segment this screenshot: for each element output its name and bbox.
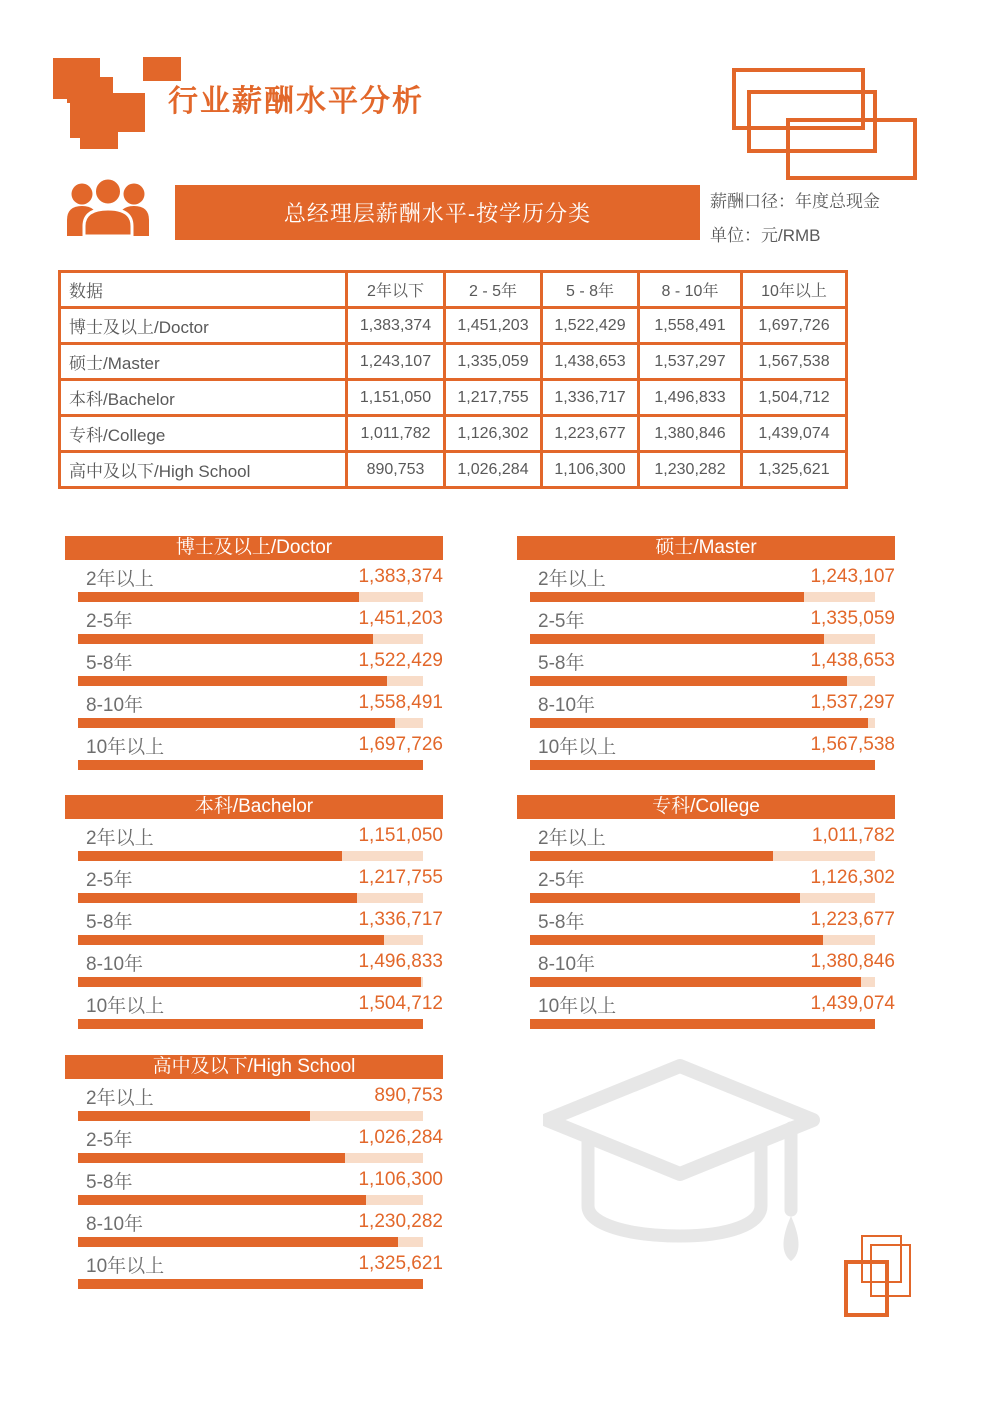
chart-bar-track [78, 1279, 423, 1289]
page-title: 行业薪酬水平分析 [168, 85, 424, 118]
logo-square [80, 132, 118, 149]
chart-value-label: 1,106,300 [358, 1169, 443, 1190]
chart-row [517, 733, 895, 770]
chart-value-label: 890,753 [374, 1085, 443, 1106]
chart-college [517, 795, 895, 1029]
chart-bar-fill [78, 592, 359, 602]
table-cell-value: 890,753 [347, 452, 445, 488]
chart-bar-track [530, 760, 875, 770]
chart-bar-fill [530, 718, 868, 728]
chart-row-head [517, 607, 895, 631]
table-header-cell: 5 - 8年 [542, 272, 639, 308]
chart-row-head [517, 950, 895, 974]
chart-value-label: 1,451,203 [358, 608, 443, 629]
chart-row [517, 950, 895, 987]
table-row-label: 硕士/Master [60, 344, 347, 380]
table-header-cell: 10年以上 [742, 272, 847, 308]
table-row-label: 本科/Bachelor [60, 380, 347, 416]
chart-bar-fill [78, 893, 357, 903]
chart-bar-track [78, 1153, 423, 1163]
chart-row [517, 691, 895, 728]
chart-value-label: 1,336,717 [358, 909, 443, 930]
table-cell-value: 1,383,374 [347, 308, 445, 344]
chart-row [517, 607, 895, 644]
chart-category-label: 8-10年 [86, 1213, 144, 1235]
chart-value-label: 1,223,677 [810, 909, 895, 930]
table-header-cell: 数据 [60, 272, 347, 308]
chart-bar-track [78, 1019, 423, 1029]
chart-category-label: 5-8年 [538, 652, 585, 674]
table-header-cell: 2 - 5年 [445, 272, 542, 308]
chart-value-label: 1,380,846 [810, 951, 895, 972]
chart-value-label: 1,217,755 [358, 867, 443, 888]
chart-bar-fill [530, 592, 804, 602]
chart-category-label: 5-8年 [86, 1171, 133, 1193]
table-cell-value: 1,106,300 [542, 452, 639, 488]
chart-row-head [65, 1168, 443, 1192]
chart-row-head [517, 649, 895, 673]
chart-row-head [65, 565, 443, 589]
salary-table [58, 270, 848, 489]
chart-value-label: 1,522,429 [358, 650, 443, 671]
chart-title: 博士及以上/Doctor [65, 536, 443, 560]
chart-bar-track [530, 592, 875, 602]
chart-row [517, 565, 895, 602]
chart-row [65, 950, 443, 987]
chart-row-head [65, 824, 443, 848]
chart-row [65, 1084, 443, 1121]
chart-row-head [517, 565, 895, 589]
chart-row [65, 908, 443, 945]
chart-value-label: 1,026,284 [358, 1127, 443, 1148]
chart-bar-fill [530, 634, 824, 644]
chart-category-label: 8-10年 [86, 953, 144, 975]
chart-bar-fill [78, 1279, 423, 1289]
chart-row-head [65, 866, 443, 890]
chart-value-label: 1,383,374 [358, 566, 443, 587]
table-cell-value: 1,325,621 [742, 452, 847, 488]
table-cell-value: 1,230,282 [639, 452, 742, 488]
chart-bar-track [78, 977, 423, 987]
unit-note: 单位：元/RMB [710, 226, 821, 245]
chart-bar-track [78, 592, 423, 602]
chart-value-label: 1,697,726 [358, 734, 443, 755]
chart-row-head [65, 607, 443, 631]
chart-bar-track [78, 893, 423, 903]
chart-row [65, 733, 443, 770]
deco-rect [844, 1260, 889, 1317]
chart-category-label: 5-8年 [86, 652, 133, 674]
chart-bar-track [78, 718, 423, 728]
chart-bar-fill [78, 851, 342, 861]
chart-bar-track [530, 893, 875, 903]
chart-title: 本科/Bachelor [65, 795, 443, 819]
chart-category-label: 10年以上 [86, 1255, 165, 1277]
chart-category-label: 2年以上 [538, 827, 606, 849]
chart-bar-fill [530, 851, 773, 861]
chart-bar-track [78, 851, 423, 861]
chart-value-label: 1,504,712 [358, 993, 443, 1014]
chart-category-label: 2年以上 [86, 827, 154, 849]
chart-bar-fill [78, 760, 423, 770]
table-row-label: 高中及以下/High School [60, 452, 347, 488]
chart-master [517, 536, 895, 770]
chart-title: 硕士/Master [517, 536, 895, 560]
chart-row-head [65, 649, 443, 673]
chart-row [65, 1168, 443, 1205]
chart-bar-track [530, 977, 875, 987]
chart-bar-track [530, 718, 875, 728]
chart-category-label: 5-8年 [538, 911, 585, 933]
chart-value-label: 1,439,074 [810, 993, 895, 1014]
chart-bar-track [78, 1111, 423, 1121]
chart-title: 专科/College [517, 795, 895, 819]
chart-bar-fill [78, 1237, 398, 1247]
chart-bachelor [65, 795, 443, 1029]
chart-row [65, 649, 443, 686]
chart-bar-track [78, 1195, 423, 1205]
chart-category-label: 10年以上 [86, 736, 165, 758]
chart-bar-fill [78, 1111, 310, 1121]
chart-bar-track [530, 676, 875, 686]
chart-value-label: 1,558,491 [358, 692, 443, 713]
chart-bar-fill [78, 676, 387, 686]
chart-bar-track [530, 634, 875, 644]
chart-row [517, 992, 895, 1029]
chart-category-label: 8-10年 [538, 694, 596, 716]
chart-category-label: 8-10年 [86, 694, 144, 716]
table-header-cell: 2年以下 [347, 272, 445, 308]
chart-row [65, 1252, 443, 1289]
chart-value-label: 1,438,653 [810, 650, 895, 671]
table-row [60, 416, 847, 452]
chart-value-label: 1,230,282 [358, 1211, 443, 1232]
chart-row-head [517, 908, 895, 932]
chart-category-label: 2-5年 [538, 869, 585, 891]
chart-row-head [65, 733, 443, 757]
table-cell-value: 1,336,717 [542, 380, 639, 416]
chart-row [65, 1210, 443, 1247]
team-icon [62, 178, 154, 238]
chart-bar-track [530, 851, 875, 861]
table-header-row [60, 272, 847, 308]
table-row [60, 452, 847, 488]
chart-bar-fill [530, 760, 875, 770]
chart-category-label: 2年以上 [538, 568, 606, 590]
chart-category-label: 2-5年 [86, 610, 133, 632]
table-cell-value: 1,217,755 [445, 380, 542, 416]
chart-bar-fill [78, 977, 421, 987]
chart-bar-track [78, 935, 423, 945]
table-cell-value: 1,335,059 [445, 344, 542, 380]
chart-row [65, 607, 443, 644]
table-cell-value: 1,567,538 [742, 344, 847, 380]
chart-high-school [65, 1055, 443, 1289]
logo-square-notch [53, 99, 67, 108]
chart-value-label: 1,151,050 [358, 825, 443, 846]
chart-bar-fill [78, 935, 384, 945]
table-cell-value: 1,243,107 [347, 344, 445, 380]
table-row-label: 博士及以上/Doctor [60, 308, 347, 344]
chart-row [517, 824, 895, 861]
chart-row [65, 992, 443, 1029]
table-row [60, 344, 847, 380]
table-cell-value: 1,011,782 [347, 416, 445, 452]
table-cell-value: 1,026,284 [445, 452, 542, 488]
chart-row-head [65, 950, 443, 974]
chart-category-label: 10年以上 [86, 995, 165, 1017]
chart-value-label: 1,126,302 [810, 867, 895, 888]
chart-row [65, 824, 443, 861]
chart-bar-fill [78, 718, 395, 728]
chart-row-head [65, 1252, 443, 1276]
chart-bar-fill [78, 1019, 423, 1029]
logo-square [82, 93, 145, 132]
chart-bar-fill [530, 676, 847, 686]
chart-bar-track [530, 1019, 875, 1029]
table-cell-value: 1,223,677 [542, 416, 639, 452]
graduation-cap-icon [543, 1058, 843, 1293]
chart-row-head [517, 733, 895, 757]
chart-value-label: 1,243,107 [810, 566, 895, 587]
chart-value-label: 1,325,621 [358, 1253, 443, 1274]
chart-row [65, 691, 443, 728]
table-cell-value: 1,522,429 [542, 308, 639, 344]
chart-bar-fill [530, 893, 800, 903]
table-row-label: 专科/College [60, 416, 347, 452]
chart-category-label: 2-5年 [86, 1129, 133, 1151]
salary-caliber-note: 薪酬口径：年度总现金 [710, 192, 880, 211]
chart-bar-fill [530, 1019, 875, 1029]
table-cell-value: 1,451,203 [445, 308, 542, 344]
table-cell-value: 1,504,712 [742, 380, 847, 416]
chart-value-label: 1,335,059 [810, 608, 895, 629]
chart-value-label: 1,537,297 [810, 692, 895, 713]
chart-row [65, 866, 443, 903]
table-cell-value: 1,697,726 [742, 308, 847, 344]
table-cell-value: 1,496,833 [639, 380, 742, 416]
deco-rect [786, 118, 917, 180]
table-cell-value: 1,151,050 [347, 380, 445, 416]
chart-category-label: 10年以上 [538, 736, 617, 758]
chart-category-label: 5-8年 [86, 911, 133, 933]
chart-row-head [65, 1210, 443, 1234]
table-row [60, 380, 847, 416]
table-cell-value: 1,126,302 [445, 416, 542, 452]
chart-row-head [65, 1126, 443, 1150]
chart-bar-track [78, 1237, 423, 1247]
chart-bar-track [78, 676, 423, 686]
chart-bar-fill [530, 977, 861, 987]
chart-bar-track [78, 634, 423, 644]
chart-bar-track [78, 760, 423, 770]
chart-row-head [517, 866, 895, 890]
chart-row-head [517, 992, 895, 1016]
section-banner: 总经理层薪酬水平-按学历分类 [175, 185, 700, 240]
chart-bar-fill [78, 1153, 345, 1163]
chart-bar-track [530, 935, 875, 945]
chart-row [65, 1126, 443, 1163]
chart-value-label: 1,011,782 [811, 825, 895, 846]
chart-doctor [65, 536, 443, 770]
table-cell-value: 1,558,491 [639, 308, 742, 344]
table-header-cell: 8 - 10年 [639, 272, 742, 308]
chart-bar-fill [78, 1195, 366, 1205]
chart-title: 高中及以下/High School [65, 1055, 443, 1079]
chart-row-head [65, 992, 443, 1016]
chart-category-label: 2年以上 [86, 1087, 154, 1109]
chart-row [517, 908, 895, 945]
chart-category-label: 10年以上 [538, 995, 617, 1017]
chart-bar-fill [78, 634, 373, 644]
chart-row-head [65, 1084, 443, 1108]
table-cell-value: 1,537,297 [639, 344, 742, 380]
chart-category-label: 2-5年 [86, 869, 133, 891]
chart-bar-fill [530, 935, 823, 945]
table-cell-value: 1,439,074 [742, 416, 847, 452]
chart-category-label: 2年以上 [86, 568, 154, 590]
chart-value-label: 1,567,538 [810, 734, 895, 755]
table-cell-value: 1,380,846 [639, 416, 742, 452]
chart-row [65, 565, 443, 602]
chart-category-label: 8-10年 [538, 953, 596, 975]
chart-row [517, 649, 895, 686]
chart-value-label: 1,496,833 [358, 951, 443, 972]
chart-category-label: 2-5年 [538, 610, 585, 632]
chart-row-head [517, 824, 895, 848]
chart-row-head [65, 908, 443, 932]
chart-row-head [517, 691, 895, 715]
table-row [60, 308, 847, 344]
table-cell-value: 1,438,653 [542, 344, 639, 380]
chart-row [517, 866, 895, 903]
chart-row-head [65, 691, 443, 715]
